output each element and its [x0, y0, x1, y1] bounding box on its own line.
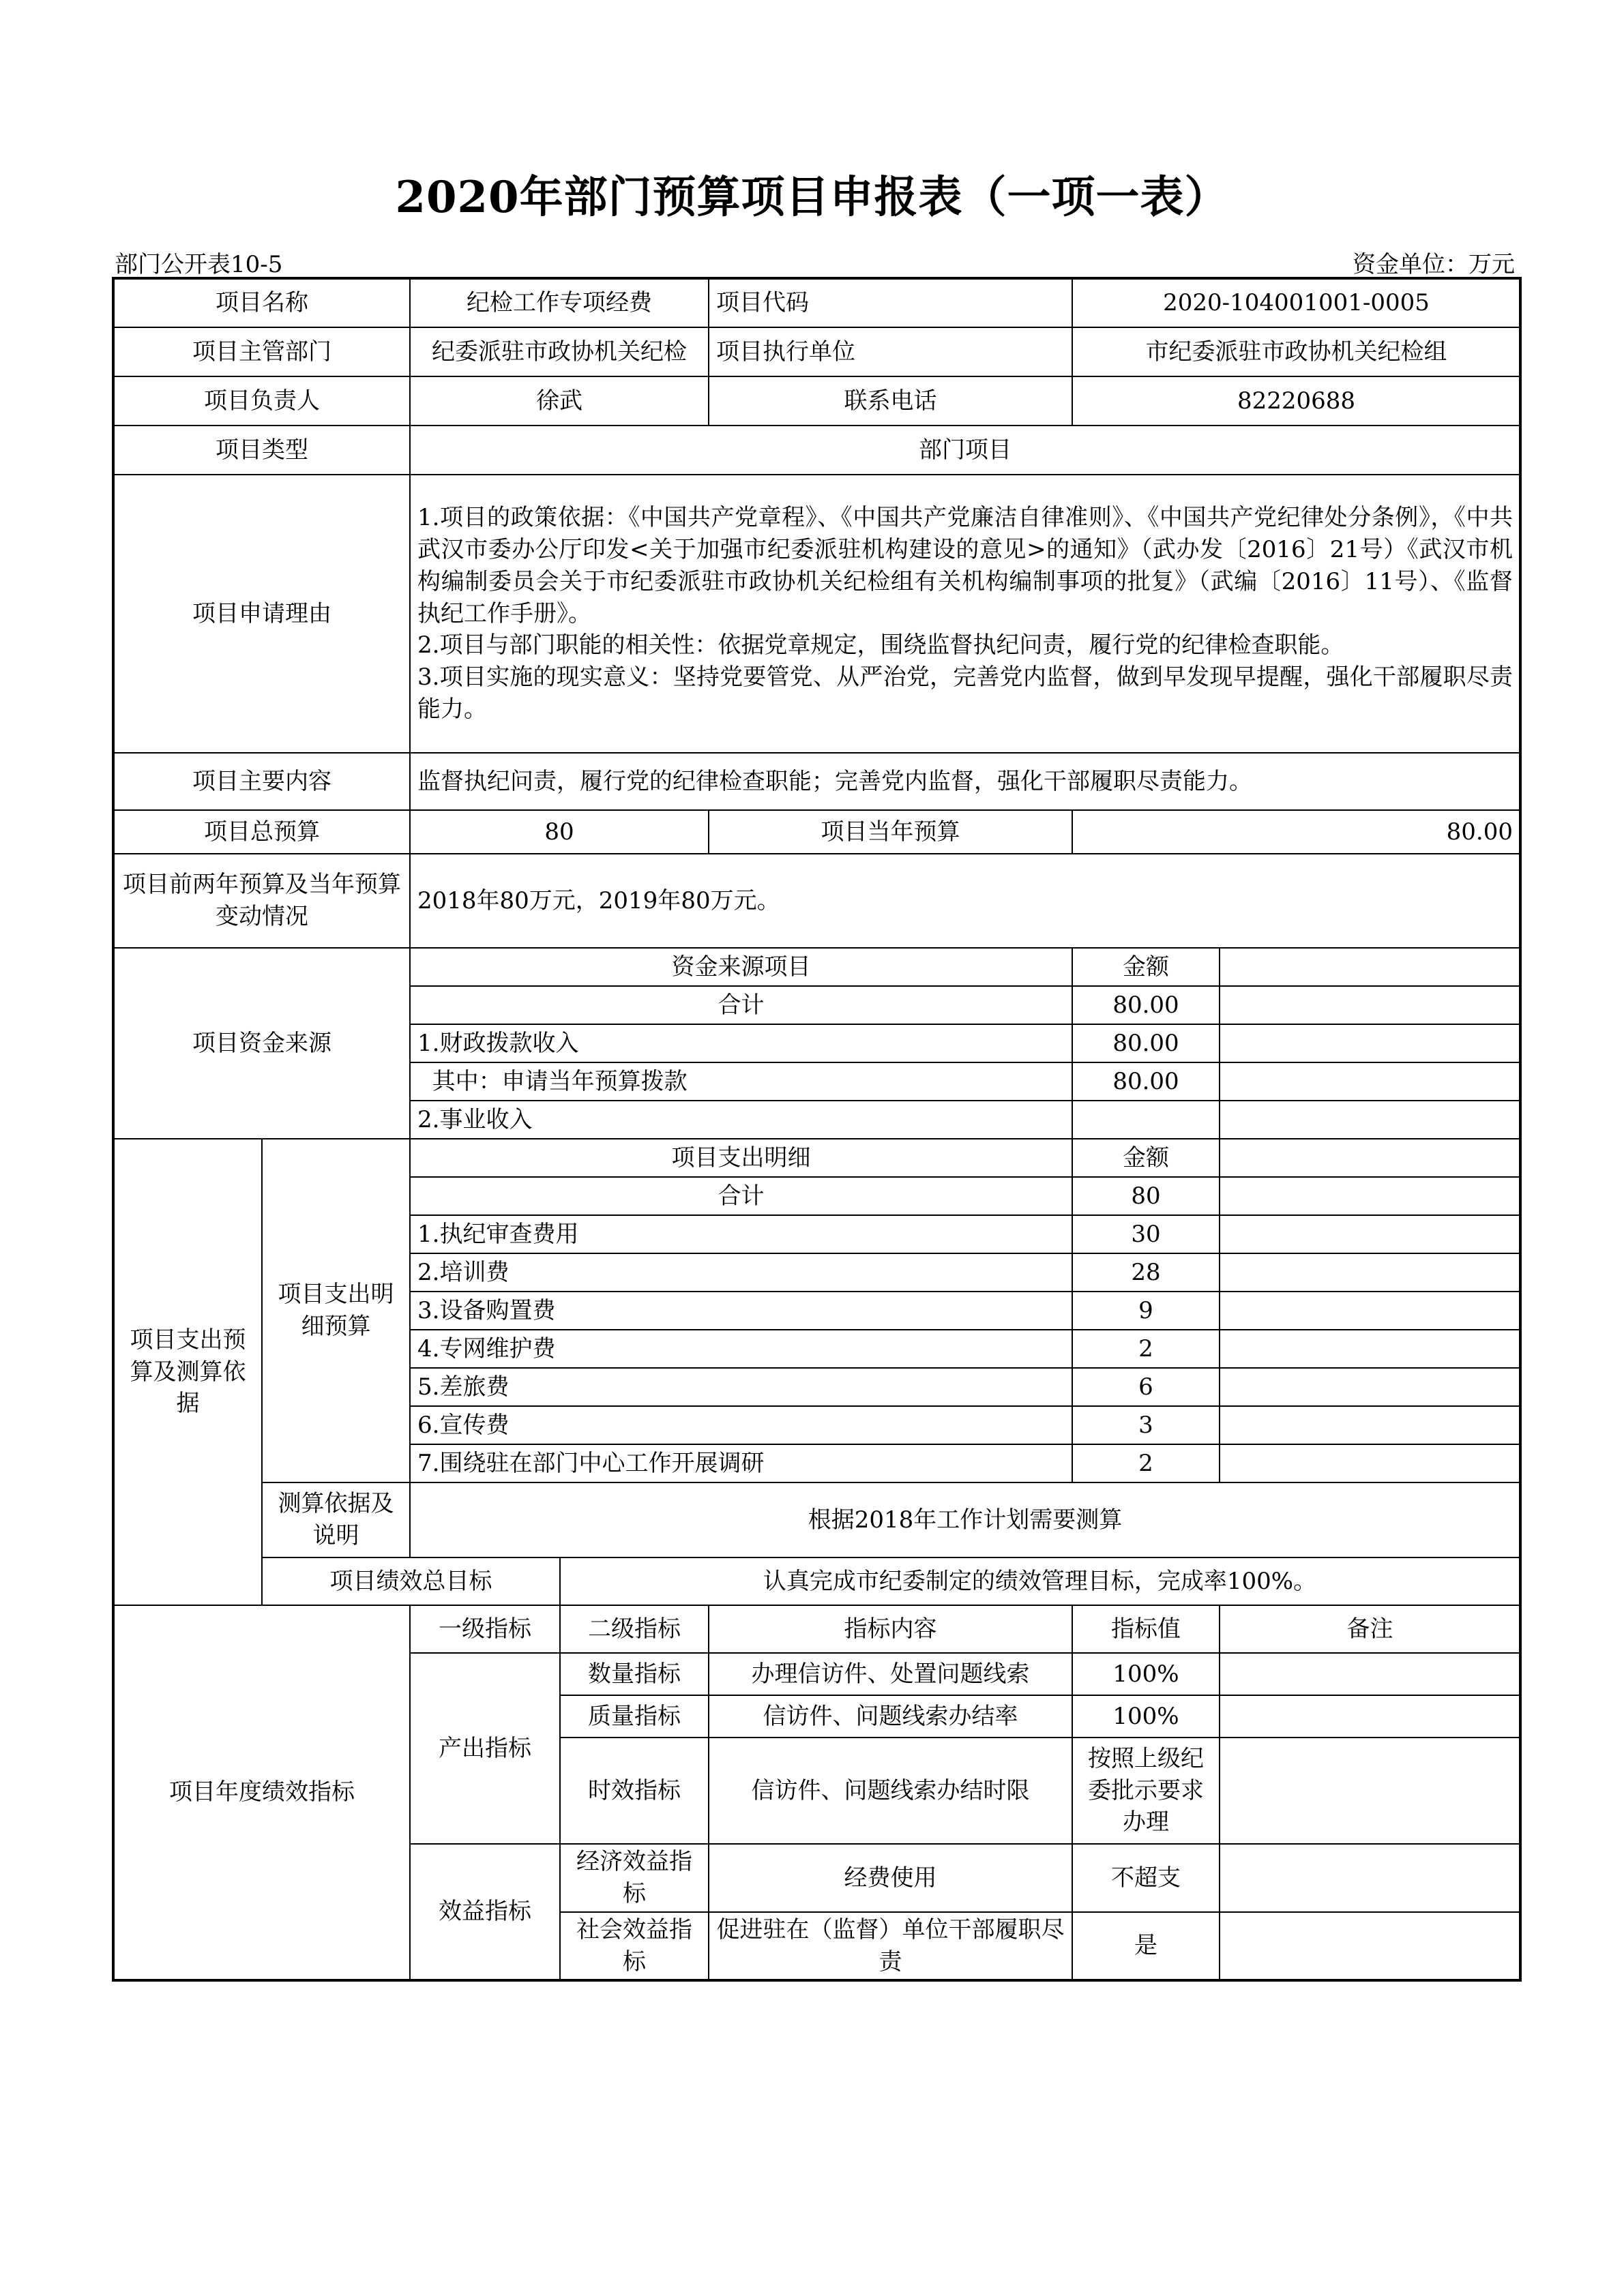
department-label: 项目主管部门: [113, 327, 410, 376]
leader-label: 项目负责人: [113, 376, 410, 426]
level2-indicator: 质量指标: [560, 1695, 709, 1738]
expense-item: 4.专网维护费: [410, 1330, 1072, 1368]
expense-amount: 28: [1072, 1253, 1220, 1292]
empty-cell: [1220, 1177, 1520, 1215]
main-content-value: 监督执纪问责，履行党的纪律检查职能；完善党内监督，强化干部履职尽责能力。: [410, 753, 1520, 810]
empty-cell: [1220, 1101, 1520, 1139]
expense-amount: 2: [1072, 1444, 1220, 1482]
expense-item: 7.围绕驻在部门中心工作开展调研: [410, 1444, 1072, 1482]
empty-cell: [1220, 1368, 1520, 1406]
empty-cell: [1220, 1444, 1520, 1482]
indicator-content-header: 指标内容: [709, 1605, 1072, 1653]
executing-unit-label: 项目执行单位: [709, 327, 1072, 376]
expense-item-header: 项目支出明细: [410, 1139, 1072, 1177]
output-indicator-label: 产出指标: [410, 1653, 560, 1844]
note-header: 备注: [1220, 1605, 1520, 1653]
level2-indicator: 时效指标: [560, 1738, 709, 1844]
indicator-note: [1220, 1653, 1520, 1695]
funding-amount: 80.00: [1072, 986, 1220, 1024]
expense-budget-label: 项目支出预算及测算依据: [113, 1139, 262, 1605]
funding-amount: [1072, 1101, 1220, 1139]
reason-paragraph: 1.项目的政策依据：《中国共产党章程》、《中国共产党廉洁自律准则》、《中国共产党纪律处分条例》，《中共武汉市委办公厅印发<关于加强市纪委派驻机构建设的意见>的通知》（武办发〔2016〕21号）《武汉市机构编制委员会关于市纪委派驻市政协机关纪检组有关机构编制事项的批复》（武编〔2016〕11号）、《监督执纪工作手册》。: [417, 503, 1513, 627]
empty-cell: [1220, 1406, 1520, 1444]
form-number: 部门公开表10-5: [115, 251, 283, 278]
expense-amount: 2: [1072, 1330, 1220, 1368]
indicator-value: 100%: [1072, 1653, 1220, 1695]
calculation-basis-label: 测算依据及说明: [262, 1482, 410, 1557]
table-row: [113, 327, 1520, 376]
indicator-content: 信访件、问题线索办结率: [709, 1695, 1072, 1738]
indicator-note: [1220, 1912, 1520, 1980]
application-reason-value: [410, 475, 1520, 753]
expense-amount: 30: [1072, 1215, 1220, 1253]
project-name-value: 纪检工作专项经费: [410, 278, 709, 327]
main-content-label: 项目主要内容: [113, 753, 410, 810]
project-code-value: 2020-104001001-0005: [1072, 278, 1520, 327]
table-row: [113, 1139, 1520, 1177]
level2-indicator: 数量指标: [560, 1653, 709, 1695]
indicator-value: 是: [1072, 1912, 1220, 1980]
funding-item: 1.财政拨款收入: [410, 1024, 1072, 1062]
table-row: [113, 475, 1520, 753]
empty-cell: [1220, 1215, 1520, 1253]
expense-amount-header: 金额: [1072, 1139, 1220, 1177]
empty-cell: [1220, 1062, 1520, 1101]
budget-history-value: 2018年80万元，2019年80万元。: [410, 854, 1520, 948]
funding-source-label: 项目资金来源: [113, 948, 410, 1139]
table-row: [113, 810, 1520, 854]
calculation-basis-value: 根据2018年工作计划需要测算: [410, 1482, 1520, 1557]
expense-item: 5.差旅费: [410, 1368, 1072, 1406]
level2-header: 二级指标: [560, 1605, 709, 1653]
application-reason-label: 项目申请理由: [113, 475, 410, 753]
phone-value: 82220688: [1072, 376, 1520, 426]
indicator-note: [1220, 1844, 1520, 1912]
indicator-content: 信访件、问题线索办结时限: [709, 1738, 1072, 1844]
page-title: 2020年部门预算项目申报表（一项一表）: [395, 172, 1229, 223]
expense-amount: 6: [1072, 1368, 1220, 1406]
indicator-value: 按照上级纪委批示要求办理: [1072, 1738, 1220, 1844]
empty-cell: [1220, 1024, 1520, 1062]
project-type-value: 部门项目: [410, 426, 1520, 475]
expense-amount: 3: [1072, 1406, 1220, 1444]
indicator-note: [1220, 1695, 1520, 1738]
funding-amount-header: 金额: [1072, 948, 1220, 986]
performance-goal-label: 项目绩效总目标: [262, 1557, 560, 1605]
table-row: [113, 1605, 1520, 1653]
phone-label: 联系电话: [709, 376, 1072, 426]
funding-amount: 80.00: [1072, 1062, 1220, 1101]
level1-header: 一级指标: [410, 1605, 560, 1653]
table-row: [113, 948, 1520, 986]
expense-detail-label: 项目支出明细预算: [262, 1139, 410, 1482]
benefit-indicator-label: 效益指标: [410, 1844, 560, 1980]
indicator-note: [1220, 1738, 1520, 1844]
expense-item: 3.设备购置费: [410, 1292, 1072, 1330]
empty-cell: [1220, 948, 1520, 986]
funding-item: 合计: [410, 986, 1072, 1024]
expense-item: 6.宣传费: [410, 1406, 1072, 1444]
table-row: [113, 1557, 1520, 1605]
level2-indicator: 社会效益指标: [560, 1912, 709, 1980]
table-row: [113, 1482, 1520, 1557]
total-budget-value: 80: [410, 810, 709, 854]
funding-amount: 80.00: [1072, 1024, 1220, 1062]
indicator-content: 办理信访件、处置问题线索: [709, 1653, 1072, 1695]
reason-paragraph: 2.项目与部门职能的相关性：依据党章规定，围绕监督执纪问责，履行党的纪律检查职能。: [417, 631, 1344, 659]
empty-cell: [1220, 1139, 1520, 1177]
expense-amount: 9: [1072, 1292, 1220, 1330]
indicator-value: 100%: [1072, 1695, 1220, 1738]
reason-paragraph: 3.项目实施的现实意义：坚持党要管党、从严治党，完善党内监督，做到早发现早提醒，强化干部履职尽责能力。: [417, 664, 1513, 724]
indicator-value-header: 指标值: [1072, 1605, 1220, 1653]
year-budget-value: 80.00: [1072, 810, 1520, 854]
expense-item: 合计: [410, 1177, 1072, 1215]
expense-item: 2.培训费: [410, 1253, 1072, 1292]
leader-value: 徐武: [410, 376, 709, 426]
empty-cell: [1220, 1253, 1520, 1292]
expense-amount: 80: [1072, 1177, 1220, 1215]
level2-indicator: 经济效益指标: [560, 1844, 709, 1912]
table-row: [113, 753, 1520, 810]
annual-indicators-label: 项目年度绩效指标: [113, 1605, 410, 1980]
expense-item: 1.执纪审查费用: [410, 1215, 1072, 1253]
executing-unit-value: 市纪委派驻市政协机关纪检组: [1072, 327, 1520, 376]
empty-cell: [1220, 1292, 1520, 1330]
funding-item: 其中：申请当年预算拨款: [410, 1062, 1072, 1101]
project-name-label: 项目名称: [113, 278, 410, 327]
total-budget-label: 项目总预算: [113, 810, 410, 854]
empty-cell: [1220, 1330, 1520, 1368]
table-row: [113, 426, 1520, 475]
indicator-content: 促进驻在（监督）单位干部履职尽责: [709, 1912, 1072, 1980]
department-value: 纪委派驻市政协机关纪检: [410, 327, 709, 376]
budget-history-label: 项目前两年预算及当年预算变动情况: [113, 854, 410, 948]
table-row: [113, 376, 1520, 426]
indicator-value: 不超支: [1072, 1844, 1220, 1912]
funding-item: 2.事业收入: [410, 1101, 1072, 1139]
empty-cell: [1220, 986, 1520, 1024]
currency-unit: 资金单位：万元: [1353, 251, 1515, 278]
funding-item-header: 资金来源项目: [410, 948, 1072, 986]
project-application-table: [112, 277, 1522, 1982]
project-code-label: 项目代码: [709, 278, 1072, 327]
indicator-content: 经费使用: [709, 1844, 1072, 1912]
project-type-label: 项目类型: [113, 426, 410, 475]
performance-goal-value: 认真完成市纪委制定的绩效管理目标，完成率100%。: [560, 1557, 1520, 1605]
table-row: [113, 278, 1520, 327]
year-budget-label: 项目当年预算: [709, 810, 1072, 854]
table-row: [113, 854, 1520, 948]
